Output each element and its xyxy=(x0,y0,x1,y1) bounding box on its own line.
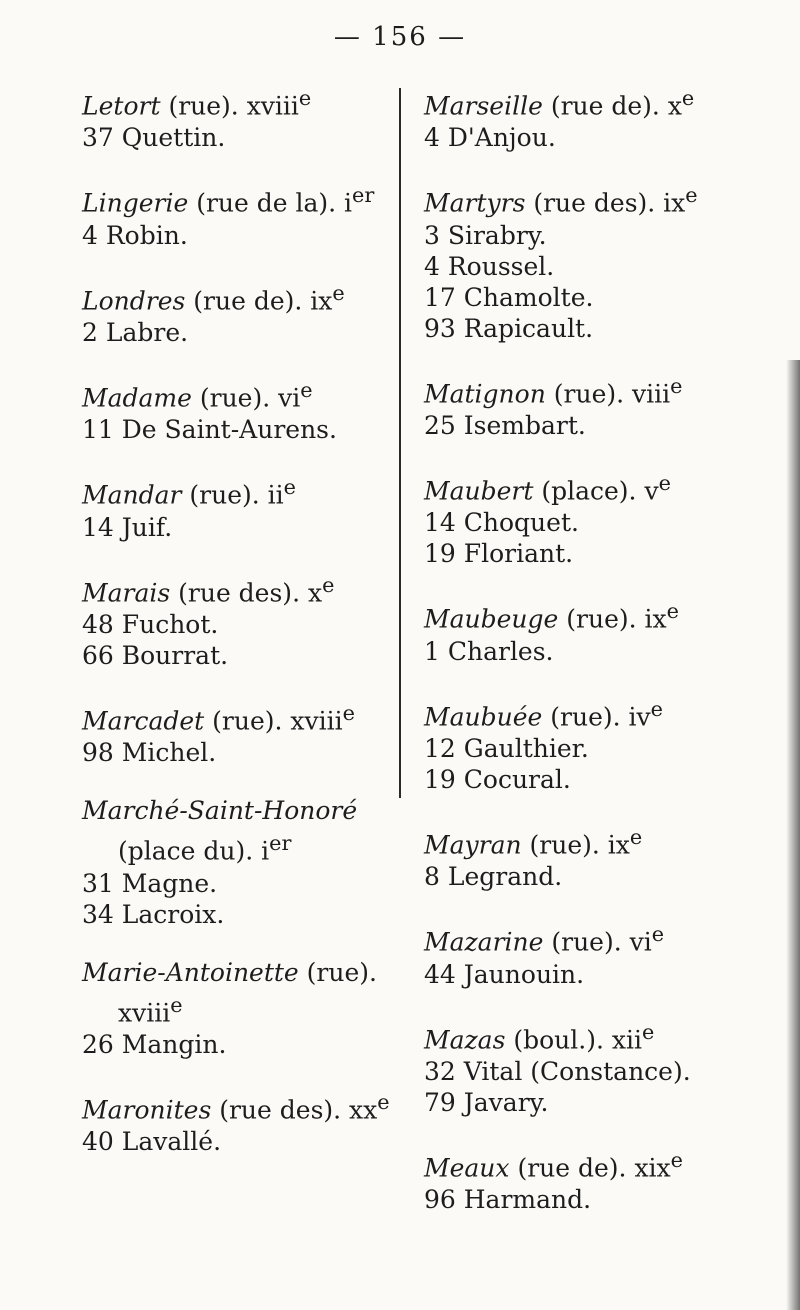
arrondissement-suffix: e xyxy=(298,86,312,110)
street-type-arrondissement: (rue). viii xyxy=(545,378,671,408)
street-name: Mayran xyxy=(424,830,522,860)
resident-line: 31 Magne. xyxy=(82,868,218,898)
street-entry xyxy=(82,471,392,542)
arrondissement-suffix: e xyxy=(666,599,679,624)
street-type-arrondissement: (rue des). xx xyxy=(211,1095,378,1125)
street-heading xyxy=(82,374,392,414)
street-name: Londres xyxy=(82,285,186,315)
street-name: Lingerie xyxy=(82,188,189,218)
street-type-arrondissement: (rue de). ix xyxy=(185,285,333,315)
street-entry xyxy=(424,82,734,153)
arrondissement-suffix: e xyxy=(670,1147,683,1172)
street-heading-continuation xyxy=(82,989,392,1029)
street-name: Mandar xyxy=(82,480,182,510)
street-type-arrondissement: (place du). i xyxy=(118,836,270,866)
street-type-arrondissement: (rue de). x xyxy=(542,91,682,121)
arrondissement-suffix: er xyxy=(269,831,292,856)
street-heading xyxy=(424,179,734,219)
arrondissement-suffix: e xyxy=(641,1019,655,1044)
resident-line: 93 Rapicault. xyxy=(424,313,594,343)
street-name: Madame xyxy=(82,383,192,413)
street-entry xyxy=(82,277,392,348)
street-entry xyxy=(82,374,392,445)
street-name: Maubert xyxy=(424,476,534,506)
street-entry xyxy=(424,821,734,892)
arrondissement-suffix: e xyxy=(658,470,671,495)
street-entry xyxy=(424,1016,734,1118)
street-entry xyxy=(424,179,734,343)
street-heading xyxy=(82,697,392,737)
street-entry xyxy=(424,467,734,569)
street-name: Marcadet xyxy=(82,706,205,736)
arrondissement-suffix: e xyxy=(685,183,698,208)
resident-line: 40 Lavallé. xyxy=(82,1127,222,1157)
column-divider xyxy=(399,88,401,798)
street-heading xyxy=(82,794,392,827)
street-name: Mazas xyxy=(424,1024,506,1054)
street-type-arrondissement: (rue). xviii xyxy=(160,91,299,121)
arrondissement-suffix: e xyxy=(629,824,643,849)
street-name: Letort xyxy=(82,91,161,121)
street-entry xyxy=(82,956,392,1060)
street-entry xyxy=(424,1144,734,1215)
resident-line: 14 Juif. xyxy=(82,512,173,542)
resident-line: 4 Robin. xyxy=(82,220,188,250)
street-type-arrondissement: xviii xyxy=(118,997,171,1027)
resident-line: 12 Gaulthier. xyxy=(424,733,589,763)
resident-line: 8 Legrand. xyxy=(424,862,563,892)
resident-line: 66 Bourrat. xyxy=(82,640,229,670)
resident-line: 26 Mangin. xyxy=(82,1029,227,1059)
arrondissement-suffix: e xyxy=(342,700,355,725)
street-name: Meaux xyxy=(424,1153,510,1183)
resident-line: 14 Choquet. xyxy=(424,508,579,538)
street-heading xyxy=(424,693,734,733)
street-name: Maubuée xyxy=(424,701,543,731)
resident-line: 48 Fuchot. xyxy=(82,609,219,639)
arrondissement-suffix: e xyxy=(322,572,335,597)
street-name: Marché-Saint-Honoré xyxy=(82,796,358,826)
street-name: Marie-Antoinette xyxy=(82,957,299,987)
resident-line: 11 De Saint-Aurens. xyxy=(82,415,337,445)
street-name: Mazarine xyxy=(424,927,544,957)
street-entry xyxy=(424,370,734,441)
street-type-arrondissement: (rue). xyxy=(298,957,377,987)
resident-line: 79 Javary. xyxy=(424,1087,549,1117)
arrondissement-suffix: e xyxy=(332,280,345,305)
street-name: Martyrs xyxy=(424,188,526,218)
street-heading xyxy=(424,467,734,507)
right-column xyxy=(424,82,734,1241)
resident-line: 19 Floriant. xyxy=(424,539,574,569)
street-heading xyxy=(82,569,392,609)
street-type-arrondissement: (rue de la). i xyxy=(188,188,353,218)
street-entry xyxy=(82,569,392,671)
arrondissement-suffix: e xyxy=(300,377,313,402)
street-heading xyxy=(424,1144,734,1184)
street-entry xyxy=(424,693,734,795)
street-name: Matignon xyxy=(424,378,546,408)
arrondissement-suffix: e xyxy=(283,475,296,500)
resident-line: 1 Charles. xyxy=(424,636,554,666)
arrondissement-suffix: e xyxy=(170,992,183,1017)
resident-line: 19 Cocural. xyxy=(424,764,571,794)
resident-line: 34 Lacroix. xyxy=(82,899,225,929)
street-heading xyxy=(424,595,734,635)
street-entry xyxy=(82,179,392,250)
street-type-arrondissement: (rue des). x xyxy=(170,577,323,607)
street-name: Marais xyxy=(82,577,171,607)
street-entry xyxy=(82,1086,392,1157)
arrondissement-suffix: e xyxy=(651,922,665,947)
street-type-arrondissement: (rue). ix xyxy=(558,604,667,634)
arrondissement-suffix: e xyxy=(377,1089,390,1114)
page-edge-shadow xyxy=(786,360,800,1310)
street-entry xyxy=(424,595,734,666)
resident-line: 17 Chamolte. xyxy=(424,282,594,312)
street-heading xyxy=(82,1086,392,1126)
street-heading xyxy=(82,471,392,511)
street-type-arrondissement: (place). v xyxy=(533,476,659,506)
resident-line: 96 Harmand. xyxy=(424,1185,592,1215)
street-heading xyxy=(82,82,392,122)
resident-line: 3 Sirabry. xyxy=(424,220,547,250)
street-heading-continuation xyxy=(82,827,392,867)
street-heading xyxy=(82,179,392,219)
street-heading xyxy=(82,956,392,989)
street-name: Maubeuge xyxy=(424,604,559,634)
street-heading xyxy=(82,277,392,317)
arrondissement-suffix: e xyxy=(650,696,663,721)
street-heading xyxy=(424,370,734,410)
left-column xyxy=(82,82,392,1183)
arrondissement-suffix: e xyxy=(681,86,695,110)
resident-line: 44 Jaunouin. xyxy=(424,959,585,989)
street-type-arrondissement: (rue). ix xyxy=(521,830,630,860)
street-heading xyxy=(424,918,734,958)
street-type-arrondissement: (boul.). xii xyxy=(505,1024,642,1054)
street-type-arrondissement: (rue des). ix xyxy=(525,188,686,218)
street-name: Maronites xyxy=(82,1095,212,1125)
street-entry xyxy=(82,794,392,929)
street-heading xyxy=(424,821,734,861)
arrondissement-suffix: er xyxy=(352,183,375,208)
resident-line: 2 Labre. xyxy=(82,317,189,347)
resident-line: 98 Michel. xyxy=(82,738,217,768)
street-type-arrondissement: (rue). iv xyxy=(542,701,651,731)
resident-line: 25 Isembart. xyxy=(424,410,586,440)
street-type-arrondissement: (rue). ii xyxy=(181,480,284,510)
resident-line: 37 Quettin. xyxy=(82,123,226,153)
street-entry xyxy=(424,918,734,989)
street-name: Marseille xyxy=(424,91,543,121)
street-entry xyxy=(82,697,392,768)
street-type-arrondissement: (rue). vi xyxy=(543,927,652,957)
arrondissement-suffix: e xyxy=(670,373,683,398)
street-entry xyxy=(82,82,392,153)
street-type-arrondissement: (rue de). xix xyxy=(509,1153,671,1183)
page-number: — 156 — xyxy=(333,22,467,52)
street-heading xyxy=(424,1016,734,1056)
street-type-arrondissement: (rue). vi xyxy=(191,383,301,413)
street-type-arrondissement: (rue). xviii xyxy=(204,706,343,736)
resident-line: 4 Roussel. xyxy=(424,251,555,281)
resident-line: 32 Vital (Constance). xyxy=(424,1056,691,1086)
street-heading xyxy=(424,82,734,122)
resident-line: 4 D'Anjou. xyxy=(424,123,556,153)
